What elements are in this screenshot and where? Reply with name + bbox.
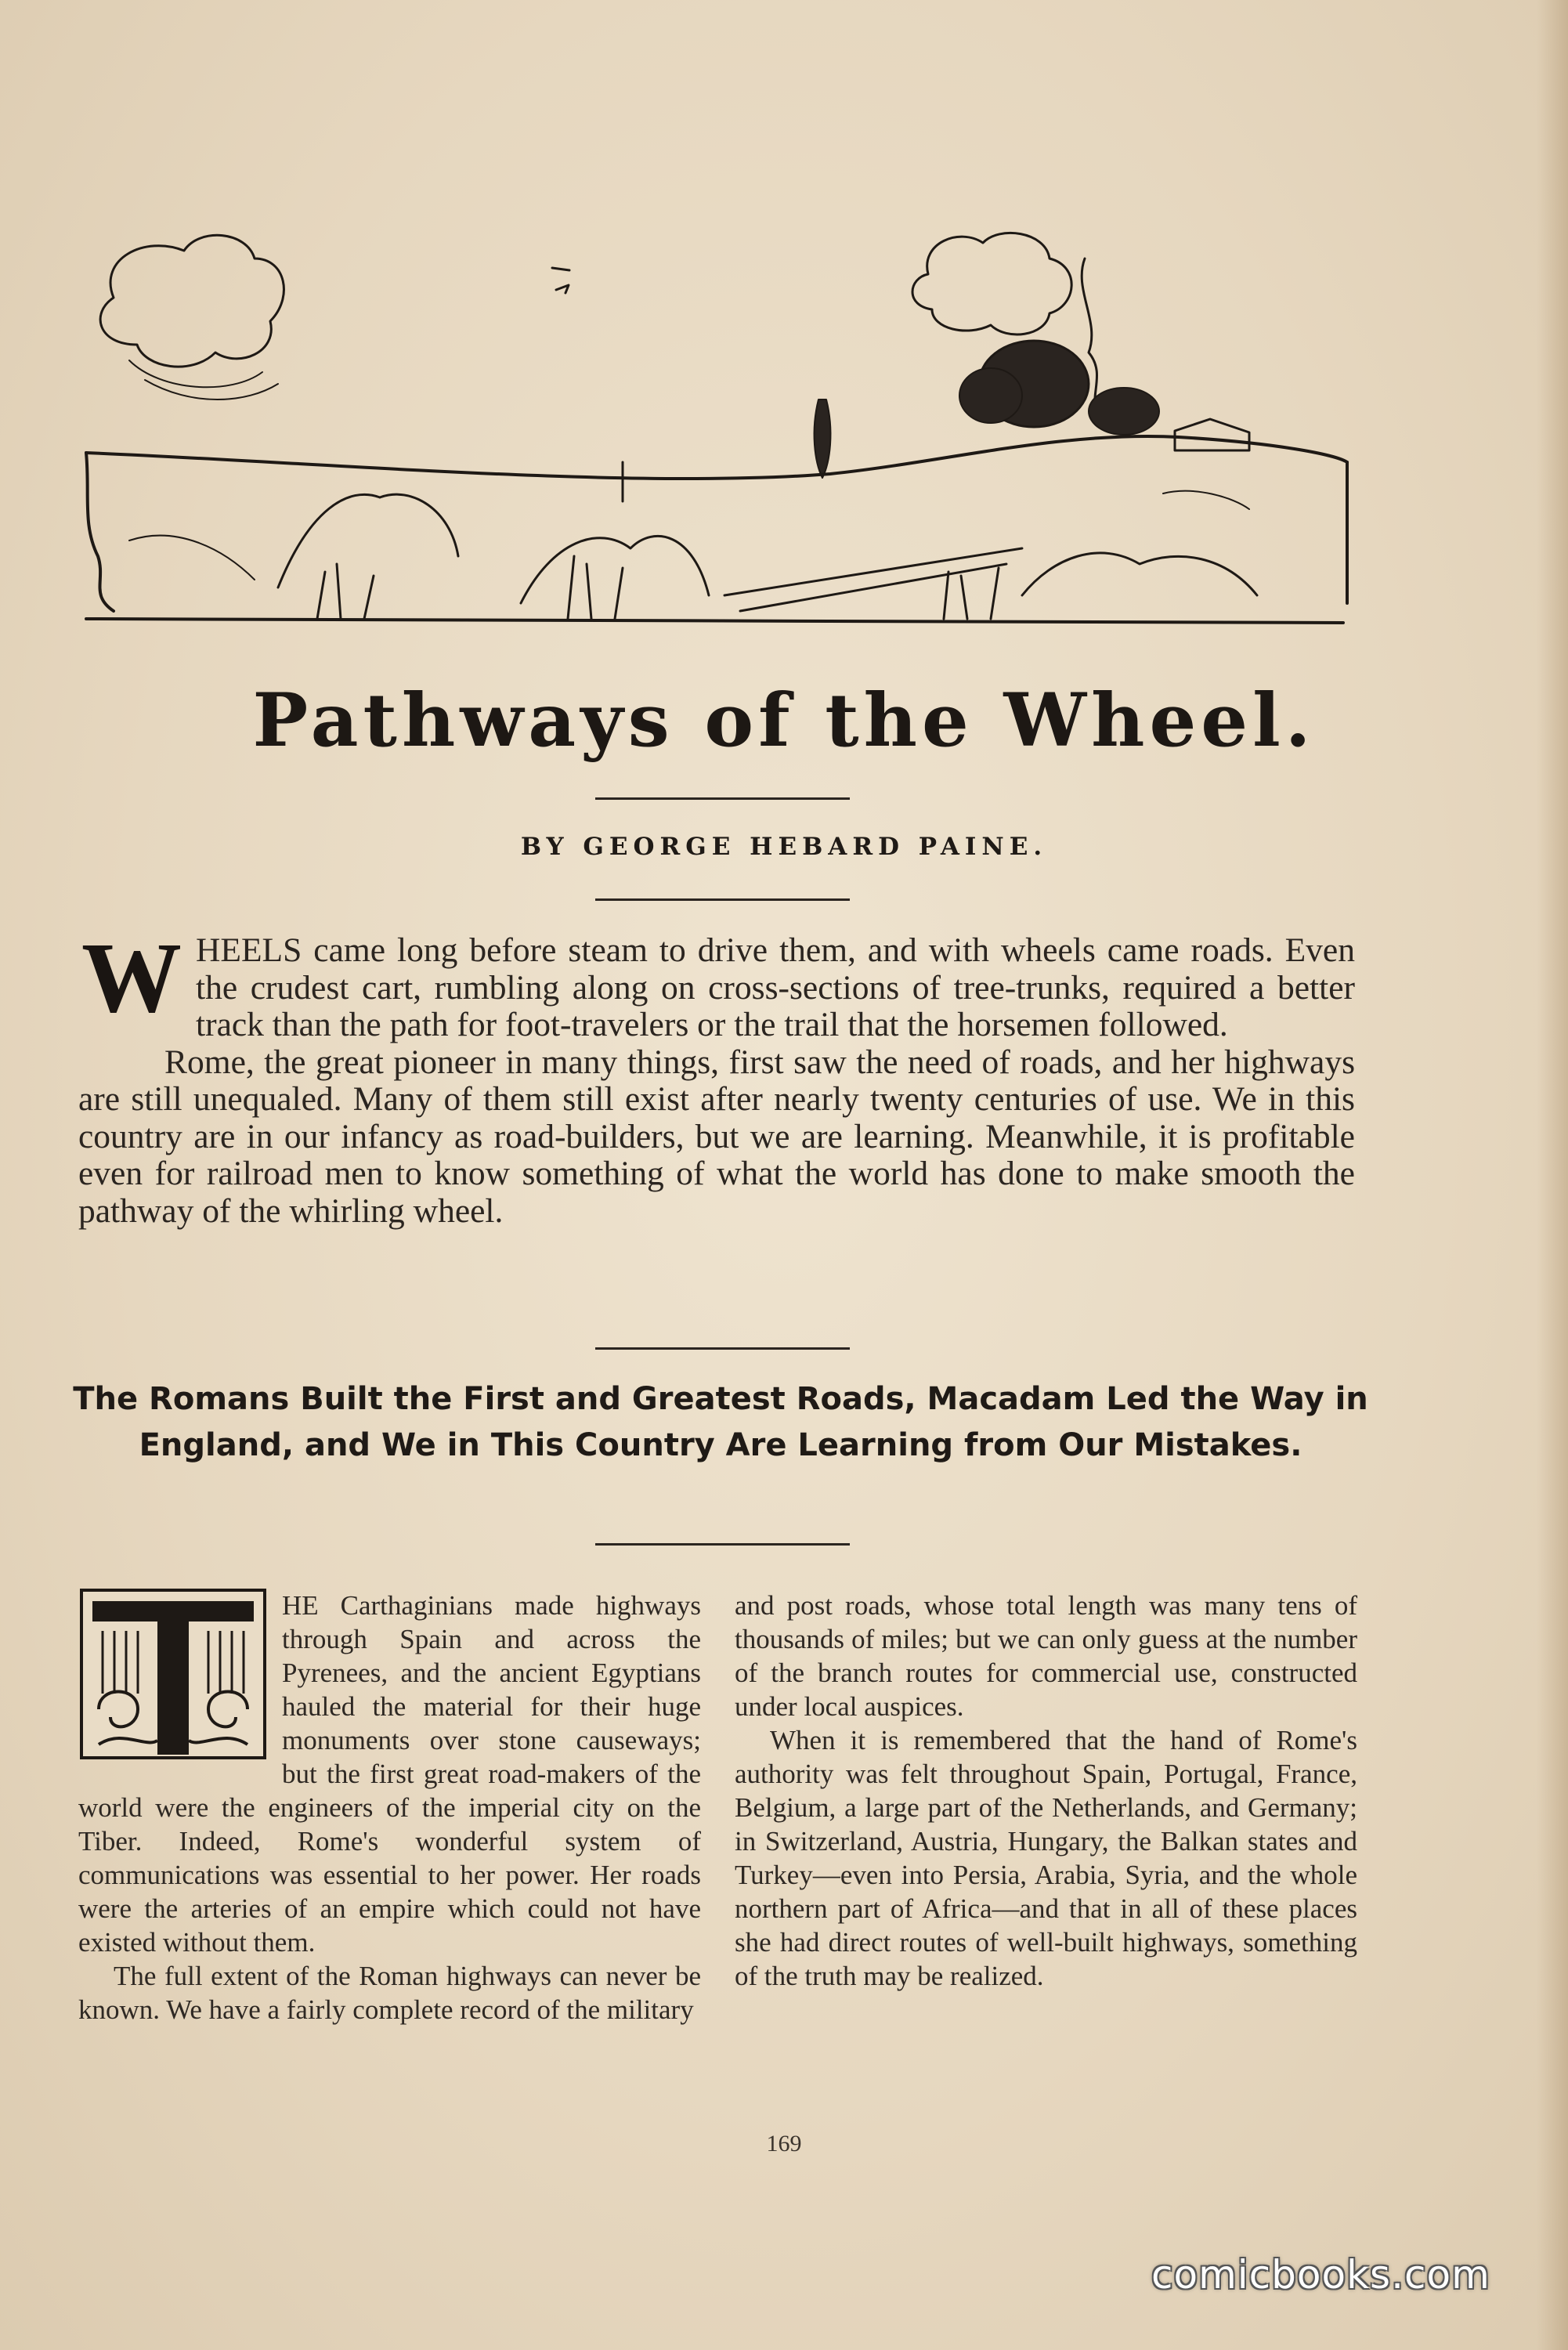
- page-number: 169: [766, 2131, 802, 2157]
- subhead-rule: [595, 1543, 850, 1546]
- byline: BY GEORGE HEBARD PAINE.: [520, 833, 1048, 861]
- byline-rule: [595, 898, 850, 901]
- right-paragraph-1: and post roads, whose total length was many tens of thousands of miles; but we can only guess at the number of the branch routes for commercial use, constructed under local auspices.: [735, 1590, 1357, 1722]
- section-subhead: The Romans Built the First and Greatest Roads, Macadam Led the Way in England, and We in This Country Are Learning from Our Mistakes.: [73, 1381, 1368, 1463]
- section-rule: [595, 1347, 850, 1350]
- title-rule: [595, 797, 850, 800]
- left-paragraph-1-text: HE Carthaginians made highways through Spain and across the Pyrenees, and the ancient Egyptians hauled the material for their huge monuments over stone causeways; but the first great road-makers of the world were the engineers of the imperial city on the Tiber. Indeed, Rome's wonderful system of communications was essential to her power. Her roads were the arteries of an empire which could not have existed without them.: [78, 1590, 701, 1958]
- lead-paragraphs: [78, 922, 1355, 1230]
- left-paragraph-2: The full extent of the Roman highways can never be known. We have a fairly complete record of the military: [78, 1961, 701, 2025]
- watermark-logo: comicbooks.com: [1151, 2252, 1490, 2298]
- article-title: Pathways of the Wheel.: [252, 678, 1316, 764]
- left-paragraph-1: [78, 1589, 701, 1959]
- column-left: [78, 1589, 701, 2026]
- drop-cap-w: W: [81, 922, 182, 1033]
- lead-paragraph-1: [78, 922, 1355, 1044]
- right-paragraph-2: When it is remembered that the hand of Rome's authority was felt throughout Spain, Portugal, France, Belgium, a large part of the Netherlands, and Germany; in Switzerland, Austria, Hungary, the Balkan states and Turkey—even into Persia, Arabia, Syria, and the whole northern part of Africa—and that in all of these places she had direct routes of well-built highways, something of the truth may be realized.: [735, 1725, 1357, 1991]
- landscape-illustration: [82, 227, 1351, 627]
- lead-paragraph-1-text: HEELS came long before steam to drive them, and with wheels came roads. Even the crudest cart, rumbling along on cross-sections of tree-trunks, required a better track than the path for foot-travelers or the trail that the horsemen followed.: [196, 931, 1355, 1043]
- column-right: [735, 1589, 1357, 1993]
- page-edge-shadow: [1537, 0, 1568, 2350]
- ornamental-initial-t-icon: [75, 1584, 271, 1764]
- lead-paragraph-2: Rome, the great pioneer in many things, first saw the need of roads, and her highways are still unequaled. Many of them still exist after nearly twenty centuries of use. We in this country are in our infancy as road-builders, but we are learning. Meanwhile, it is profitable even for railroad men to know something of what the world has done to make smooth the pathway of the whirling wheel.: [78, 1043, 1355, 1230]
